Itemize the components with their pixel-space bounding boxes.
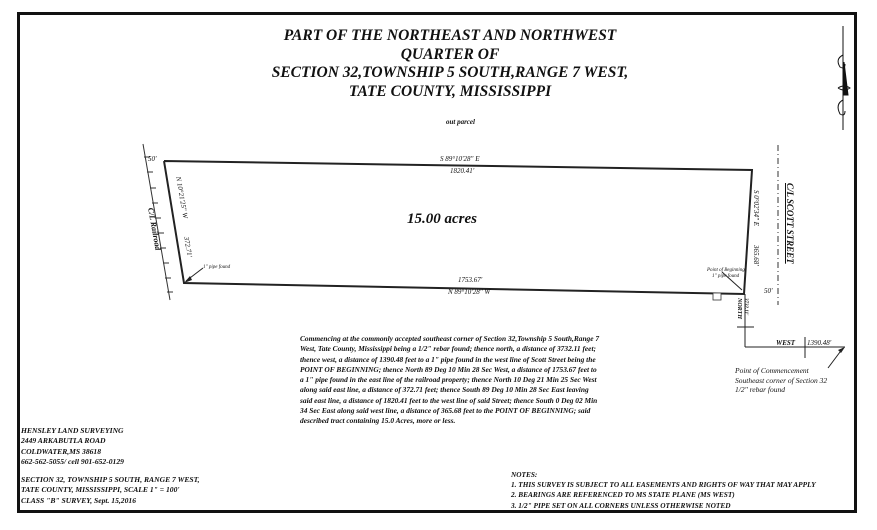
plat-title [250, 27, 650, 101]
railroad-width-label: 50' [148, 155, 157, 163]
poc-line-3: 1/2" rebar found [735, 385, 785, 394]
south-line-distance: 1753.67' [458, 276, 483, 284]
west-tie-distance: 1390.48' [807, 339, 832, 347]
pob-label-2: 1" pipe found [712, 274, 740, 279]
title-line-2: QUARTER OF [400, 45, 500, 63]
north-line-distance: 1820.41' [450, 167, 475, 175]
poc-line-2: Southeast corner of Section 32 [735, 375, 828, 385]
railroad-label: C/L Railroad [146, 207, 163, 251]
north-arrow-icon [838, 26, 850, 130]
west-line-distance: 372.71' [182, 236, 194, 258]
survey-info-line-3: CLASS "B" SURVEY, Sept. 15,2016 [21, 495, 136, 505]
survey-info-line-2: TATE COUNTY, MISSISSIPPI, SCALE 1" = 100' [21, 485, 180, 495]
north-tie-direction: NORTH [736, 298, 742, 319]
note-item: 1. THIS SURVEY IS SUBJECT TO ALL EASEMENTS AND RIGHTS OF WAY THAT MAY APPLY [511, 480, 816, 490]
title-line-3: SECTION 32,TOWNSHIP 5 SOUTH,RANGE 7 WEST, [271, 64, 629, 81]
survey-info-line-1: SECTION 32, TOWNSHIP 5 SOUTH, RANGE 7 WEST, [21, 475, 200, 484]
notes-heading: NOTES: [511, 470, 538, 479]
south-line-bearing: N 89°10'28" W [448, 288, 491, 296]
north-tie-distance: 3732.11' [743, 298, 748, 316]
survey-info-block [21, 475, 200, 506]
west-line-bearing: N 10°21'25" W [174, 176, 190, 219]
surveyor-city: COLDWATER,MS 38618 [21, 446, 102, 456]
note-item: 3. 1/2" PIPE SET ON ALL CORNERS UNLESS OTHERWISE NOTED [511, 500, 731, 510]
point-of-commencement [735, 366, 827, 395]
surveyor-name: HENSLEY LAND SURVEYING [21, 426, 124, 435]
pipe-found-label: 1" pipe found [203, 265, 231, 270]
surveyor-block [21, 426, 124, 467]
surveyor-phone: 662-562-5055/ cell 901-652-0129 [21, 456, 124, 466]
east-line-distance: 365.68' [752, 245, 760, 266]
out-parcel-label: out parcel [446, 118, 475, 126]
title-line-1: PART OF THE NORTHEAST AND NORTHWEST [283, 27, 617, 44]
poc-line-1: Point of Commencement [735, 366, 809, 375]
title-line-4: TATE COUNTY, MISSISSIPPI [348, 82, 552, 100]
street-label: C/L SCOTT STREET [785, 183, 795, 264]
pob-label-1: Point of Beginning [707, 268, 745, 273]
east-line-bearing: S 0°02'34" E [752, 190, 760, 227]
west-tie-direction: WEST [776, 339, 796, 347]
north-line-bearing: S 89°10'28" E [440, 155, 480, 163]
street-width-label: 50' [764, 287, 773, 295]
acreage-label: 15.00 acres [407, 211, 477, 227]
legal-description: Commencing at the commonly accepted southeast corner of Section 32,Township 5 South,Range 7 West, Tate County, Mississippi being a 1/2" rebar found; thence north, a distance of 3732.11 feet; thence west, a distance of 1390.48 feet to a 1" pipe found in the west line of Scott Street being the POINT OF BEGINNING; thence North 89 Deg 10 Min 28 Sec West, a distance of 1753.67 feet to a 1" pipe found in the east line of the railroad property; thence North 10 Deg 21 Min 25 Sec West along said east line, a distance of 372.71 feet; thence South 89 Deg 10 Min 28 Sec East leaving said east line, a distance of 1820.41 feet to the west line of said Street; thence South 0 Deg 02 Min 34 Sec East along said west line, a distance of 365.68 feet to the POINT OF BEGINNING; said described tract containing 15.0 Acres, more or less. [300, 334, 600, 426]
notes-block [511, 470, 816, 511]
note-item: 2. BEARINGS ARE REFERENCED TO MS STATE PLANE (MS WEST) [511, 490, 735, 500]
surveyor-address: 2449 ARKABUTLA ROAD [21, 436, 106, 446]
